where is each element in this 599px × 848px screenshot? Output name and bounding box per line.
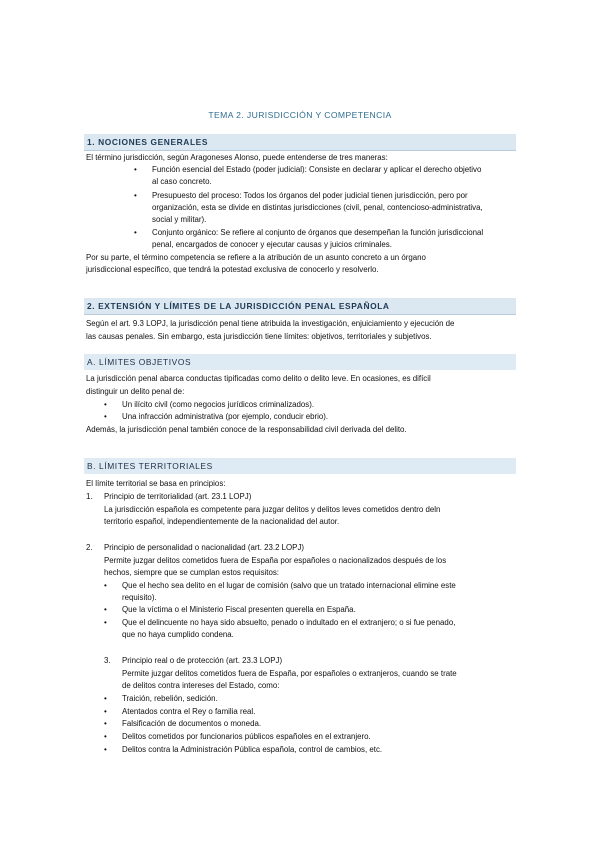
sB-intro: El límite territorial se basa en principios: <box>86 479 226 488</box>
principle-3-bullet-5: Delitos contra la Administración Pública española, control de cambios, etc. <box>122 745 383 754</box>
s1-intro: El término jurisdicción, según Aragoneses Alonso, puede entenderse de tres maneras: <box>86 153 388 162</box>
document-title: TEMA 2. JURISDICCIÓN Y COMPETENCIA <box>208 110 392 120</box>
section-heading-limites-territoriales: B. LÍMITES TERRITORIALES <box>84 458 516 474</box>
bullet-icon: • <box>134 191 137 200</box>
principle-2-bullet-1-line-2: requisito). <box>122 593 157 602</box>
bullet-icon: • <box>104 707 107 716</box>
s1-bullet-3-line-1: Conjunto orgánico: Se refiere al conjunto de órganos que desempeñan la función jurisdiccional <box>152 228 484 237</box>
bullet-icon: • <box>104 745 107 754</box>
bullet-icon: • <box>104 719 107 728</box>
s2-line-2: las causas penales. Sin embargo, esta jurisdicción tiene límites: objetivos, territoriales y subjetivos. <box>86 332 432 341</box>
principle-2-line-1: Permite juzgar delitos cometidos fuera de España por españoles o nacionalizados después de los <box>104 556 447 565</box>
s1-bullet-1-line-2: al caso concreto. <box>152 177 212 186</box>
bullet-icon: • <box>104 605 107 614</box>
s1-paragraph-line-2: jurisdiccional específico, que tendrá la potestad exclusiva de conocerlo y resolverlo. <box>86 265 379 274</box>
bullet-icon: • <box>134 228 137 237</box>
s1-bullet-3-line-2: penal, encargados de conocer y ejecutar causas y juicios criminales. <box>152 240 392 249</box>
sA-bullet-2: Una infracción administrativa (por ejemplo, conducir ebrio). <box>122 412 329 421</box>
sA-line-3: Además, la jurisdicción penal también conoce de la responsabilidad civil derivada del delito. <box>86 425 407 434</box>
bullet-icon: • <box>104 581 107 590</box>
sA-line-1: La jurisdicción penal abarca conductas tipificadas como delito o delito leve. En ocasiones, es difícil <box>86 374 431 383</box>
section-heading-limites-objetivos: A. LÍMITES OBJETIVOS <box>84 354 516 370</box>
bullet-icon: • <box>104 694 107 703</box>
principle-3-line-1: Permite juzgar delitos cometidos fuera de España, por españoles o extranjeros, cuando se trate <box>122 669 457 678</box>
section-heading-nociones: 1. NOCIONES GENERALES <box>84 134 516 151</box>
s1-bullet-2-line-1: Presupuesto del proceso: Todos los órganos del poder judicial tienen jurisdicción, pero por <box>152 191 468 200</box>
s2-line-1: Según el art. 9.3 LOPJ, la jurisdicción penal tiene atribuida la investigación, enjuiciamiento y ejecución de <box>86 319 455 328</box>
principle-1-line-1: La jurisdicción española es competente para juzgar delitos y delitos leves cometidos dentro deln <box>104 505 441 514</box>
principle-2-number: 2. <box>86 543 93 552</box>
principle-3-number: 3. <box>104 656 111 665</box>
principle-3-bullet-4: Delitos cometidos por funcionarios públicos españoles en el extranjero. <box>122 732 371 741</box>
bullet-icon: • <box>104 400 107 409</box>
s1-paragraph-line-1: Por su parte, el término competencia se refiere a la atribución de un asunto concreto a un órgano <box>86 253 426 262</box>
principle-3-line-2: de delitos contra intereses del Estado, como: <box>122 681 280 690</box>
s1-bullet-1-line-1: Función esencial del Estado (poder judicial): Consiste en declarar y aplicar el derecho objetivo <box>152 165 482 174</box>
principle-2-bullet-3-line-2: que no haya cumplido condena. <box>122 630 234 639</box>
section-heading-extension: 2. EXTENSIÓN Y LÍMITES DE LA JURISDICCIÓN PENAL ESPAÑOLA <box>84 298 516 315</box>
principle-1-number: 1. <box>86 492 93 501</box>
principle-2-bullet-1-line-1: Que el hecho sea delito en el lugar de comisión (salvo que un tratado internacional elimine este <box>122 581 456 590</box>
principle-2-bullet-2: Que la víctima o el Ministerio Fiscal presenten querella en España. <box>122 605 356 614</box>
bullet-icon: • <box>104 618 107 627</box>
sA-line-2: distinguir un delito penal de: <box>86 387 185 396</box>
principle-1-line-2: territorio español, independientemente de la nacionalidad del autor. <box>104 517 340 526</box>
s1-bullet-2-line-3: social y militar). <box>152 215 207 224</box>
principle-2-line-2: hechos, siempre que se cumplan estos requisitos: <box>104 568 280 577</box>
sA-bullet-1: Un ilícito civil (como negocios jurídicos criminalizados). <box>122 400 315 409</box>
bullet-icon: • <box>104 412 107 421</box>
s1-bullet-2-line-2: organización, esta se divide en distintas jurisdicciones (civil, penal, contencioso-administrativa, <box>152 203 483 212</box>
principle-3-bullet-3: Falsificación de documentos o moneda. <box>122 719 262 728</box>
principle-3-bullet-1: Traición, rebelión, sedición. <box>122 694 218 703</box>
principle-2-bullet-3-line-1: Que el delincuente no haya sido absuelto, penado o indultado en el extranjero; o si fue penado, <box>122 618 456 627</box>
bullet-icon: • <box>104 732 107 741</box>
principle-3-title: Principio real o de protección (art. 23.3 LOPJ) <box>122 656 283 665</box>
principle-3-bullet-2: Atentados contra el Rey o familia real. <box>122 707 256 716</box>
bullet-icon: • <box>134 165 137 174</box>
principle-1-title: Principio de territorialidad (art. 23.1 LOPJ) <box>104 492 252 501</box>
principle-2-title: Principio de personalidad o nacionalidad (art. 23.2 LOPJ) <box>104 543 305 552</box>
